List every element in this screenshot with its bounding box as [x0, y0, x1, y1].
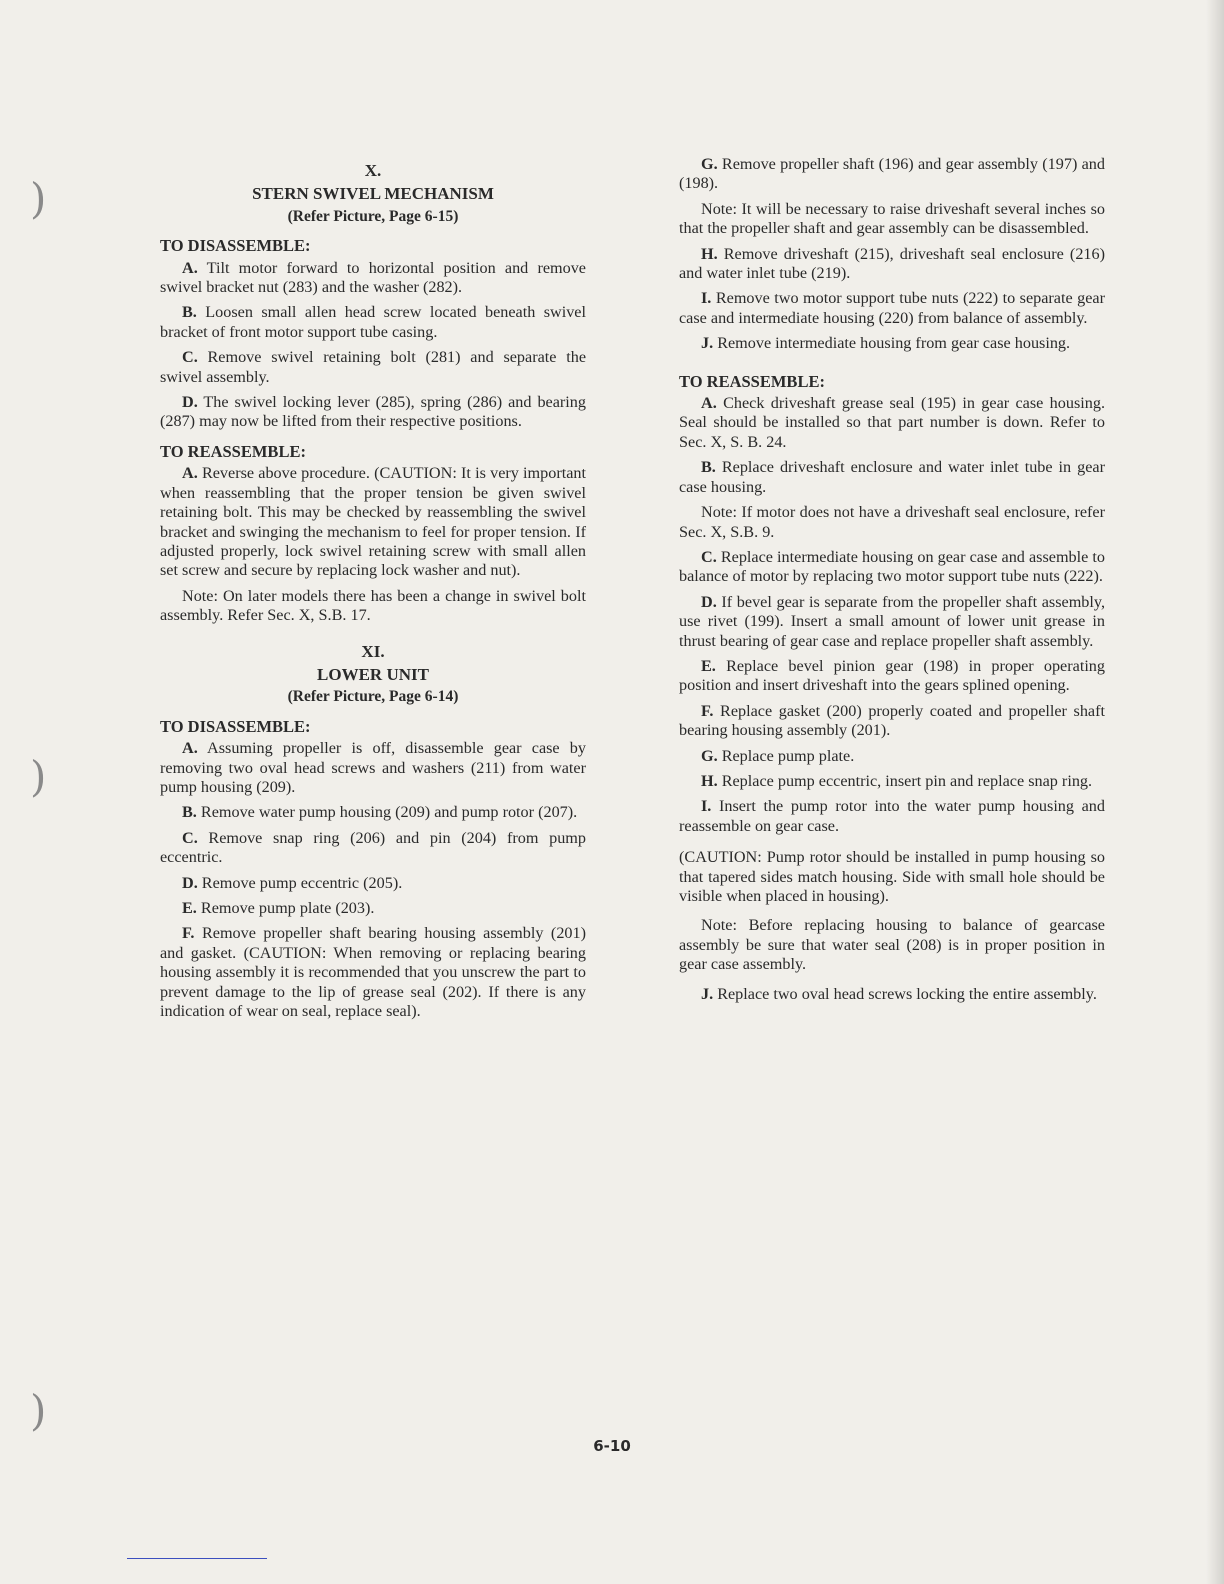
step-paragraph	[679, 289, 1105, 328]
section-title: LOWER UNIT	[317, 664, 429, 684]
step-text: Remove pump plate (203).	[196, 899, 375, 917]
step-paragraph	[160, 924, 586, 1021]
step-text: Remove swivel retaining bolt (281) and separate the swivel assembly.	[160, 348, 586, 386]
step-letter: C.	[701, 547, 717, 566]
step-text: Reverse above procedure. (CAUTION: It is very important when reassembling that the proper tension be given swivel retaining bolt. This may be checked by reassembling the swivel bracket and swinging the mechanism to feel for proper tension. If adjusted properly, lock swivel retaining screw with small allen set screw and secure by replacing lock washer and nut).	[160, 464, 586, 580]
step-letter: E.	[182, 899, 197, 917]
binder-hole-mark: )	[30, 174, 47, 223]
step-paragraph	[679, 657, 1105, 696]
step-letter: H.	[701, 244, 718, 263]
step-text: Replace gasket (200) properly coated and propeller shaft bearing housing assembly (201).	[679, 701, 1105, 740]
step-paragraph	[679, 334, 1105, 353]
subsection-heading: TO DISASSEMBLE:	[160, 236, 311, 256]
step-letter: J.	[701, 984, 714, 1003]
step-letter: J.	[701, 334, 714, 353]
bottom-rule	[127, 1558, 267, 1559]
step-text: Tilt motor forward to horizontal position and remove swivel bracket nut (283) and the washer (282).	[160, 258, 586, 297]
step-text: Replace driveshaft enclosure and water inlet tube in gear case housing.	[679, 458, 1105, 496]
page-number: 6-10	[593, 1437, 631, 1455]
step-letter: A.	[701, 394, 717, 413]
step-text: Remove pump eccentric (205).	[197, 873, 403, 892]
step-letter: C.	[182, 348, 198, 367]
step-text: Replace bevel pinion gear (198) in proper operating position and insert driveshaft into the gears splined opening.	[679, 656, 1105, 695]
section-title: STERN SWIVEL MECHANISM	[252, 184, 494, 204]
step-letter: D.	[182, 873, 198, 892]
step-text: Replace intermediate housing on gear case and assemble to balance of motor by replacing two motor support tube nuts (222).	[679, 547, 1105, 586]
binder-hole-mark: )	[30, 1386, 47, 1435]
step-letter: F.	[182, 924, 195, 943]
step-letter: B.	[701, 458, 716, 477]
step-paragraph	[679, 747, 1105, 766]
subsection-heading: TO DISASSEMBLE:	[160, 716, 311, 736]
step-letter: F.	[701, 701, 714, 720]
step-text: Insert the pump rotor into the water pump housing and reassemble on gear case.	[679, 797, 1105, 835]
step-paragraph	[160, 393, 586, 432]
subsection-heading: TO REASSEMBLE:	[679, 371, 825, 391]
step-paragraph	[679, 458, 1105, 497]
step-letter: B.	[182, 303, 197, 322]
step-letter: I.	[701, 797, 712, 816]
step-paragraph	[679, 702, 1105, 741]
page-edge-shadow	[1206, 0, 1224, 1584]
step-paragraph	[160, 874, 586, 893]
step-paragraph	[679, 245, 1105, 284]
step-letter: I.	[701, 289, 712, 308]
step-text: Remove snap ring (206) and pin (204) from pump eccentric.	[160, 828, 586, 867]
step-paragraph	[160, 303, 586, 342]
step-paragraph	[160, 464, 586, 580]
step-paragraph	[679, 772, 1105, 791]
note-paragraph: Note: Before replacing housing to balance of gearcase assembly be sure that water seal (208) is in proper position in gear case assembly.	[679, 916, 1105, 974]
step-text: Check driveshaft grease seal (195) in gear case housing. Seal should be installed so that part number is down. Refer to Sec. X, S. B. 24.	[679, 394, 1105, 451]
caution-paragraph: (CAUTION: Pump rotor should be installed in pump housing so that tapered sides match housing. Side with small hole should be visible when placed in housing).	[679, 848, 1105, 905]
section-number: XI.	[361, 641, 385, 661]
step-text: Remove intermediate housing from gear case housing.	[713, 334, 1071, 353]
step-paragraph	[160, 829, 586, 868]
step-letter: B.	[182, 803, 197, 822]
section-reference: (Refer Picture, Page 6-15)	[287, 207, 459, 225]
subsection-heading: TO REASSEMBLE:	[160, 441, 306, 461]
step-text: The swivel locking lever (285), spring (286) and bearing (287) may now be lifted from their respective positions.	[160, 393, 586, 431]
step-letter: D.	[701, 592, 717, 611]
step-letter: A.	[182, 464, 198, 483]
step-letter: D.	[182, 393, 198, 412]
step-text: Remove two motor support tube nuts (222) to separate gear case and intermediate housing (220) from balance of assembly.	[679, 289, 1105, 327]
step-paragraph	[679, 985, 1105, 1004]
section-reference: (Refer Picture, Page 6-14)	[287, 688, 459, 706]
note-paragraph: Note: If motor does not have a driveshaft seal enclosure, refer Sec. X, S.B. 9.	[679, 503, 1105, 541]
step-letter: H.	[701, 771, 718, 790]
right-column	[679, 155, 1105, 1010]
step-paragraph	[679, 797, 1105, 836]
step-letter: A.	[182, 739, 198, 758]
step-text: Assuming propeller is off, disassemble gear case by removing two oval head screws and washers (211) from water pump housing (209).	[160, 739, 586, 796]
step-letter: G.	[701, 746, 718, 765]
step-letter: E.	[701, 656, 716, 675]
step-text: Replace pump plate.	[717, 746, 855, 765]
binder-hole-mark: )	[30, 752, 47, 801]
step-text: Replace two oval head screws locking the entire assembly.	[713, 984, 1097, 1003]
step-letter: A.	[182, 258, 198, 277]
step-paragraph	[160, 803, 586, 822]
section-number: X.	[364, 161, 382, 180]
note-paragraph: Note: It will be necessary to raise driveshaft several inches so that the propeller shaft and gear assembly can be disassembled.	[679, 199, 1105, 238]
note-paragraph: Note: On later models there has been a change in swivel bolt assembly. Refer Sec. X, S.B. 17.	[160, 586, 586, 625]
step-paragraph	[679, 155, 1105, 194]
step-text: Replace pump eccentric, insert pin and replace snap ring.	[717, 771, 1093, 790]
left-column	[160, 155, 586, 1027]
step-paragraph	[160, 348, 586, 387]
step-text: Remove water pump housing (209) and pump rotor (207).	[196, 803, 578, 822]
step-text: Loosen small allen head screw located beneath swivel bracket of front motor support tube casing.	[160, 303, 586, 341]
step-text: Remove propeller shaft bearing housing assembly (201) and gasket. (CAUTION: When removing or replacing bearing housing assembly it is recommended that you unscrew the part to prevent damage to the lip of grease seal (202). If there is any indication of wear on seal, replace seal).	[160, 924, 586, 1021]
step-text: Remove propeller shaft (196) and gear assembly (197) and (198).	[679, 155, 1105, 193]
step-paragraph	[679, 548, 1105, 587]
step-paragraph	[679, 593, 1105, 651]
step-paragraph	[160, 259, 586, 298]
step-paragraph	[160, 899, 586, 918]
step-paragraph	[679, 394, 1105, 452]
step-text: Remove driveshaft (215), driveshaft seal enclosure (216) and water inlet tube (219).	[679, 244, 1105, 283]
step-text: If bevel gear is separate from the propeller shaft assembly, use rivet (199). Insert a small amount of lower unit grease in thrust bearing of gear case and replace propeller shaft assembly.	[679, 592, 1105, 650]
step-letter: G.	[701, 155, 718, 173]
step-letter: C.	[182, 828, 198, 847]
step-paragraph	[160, 739, 586, 797]
